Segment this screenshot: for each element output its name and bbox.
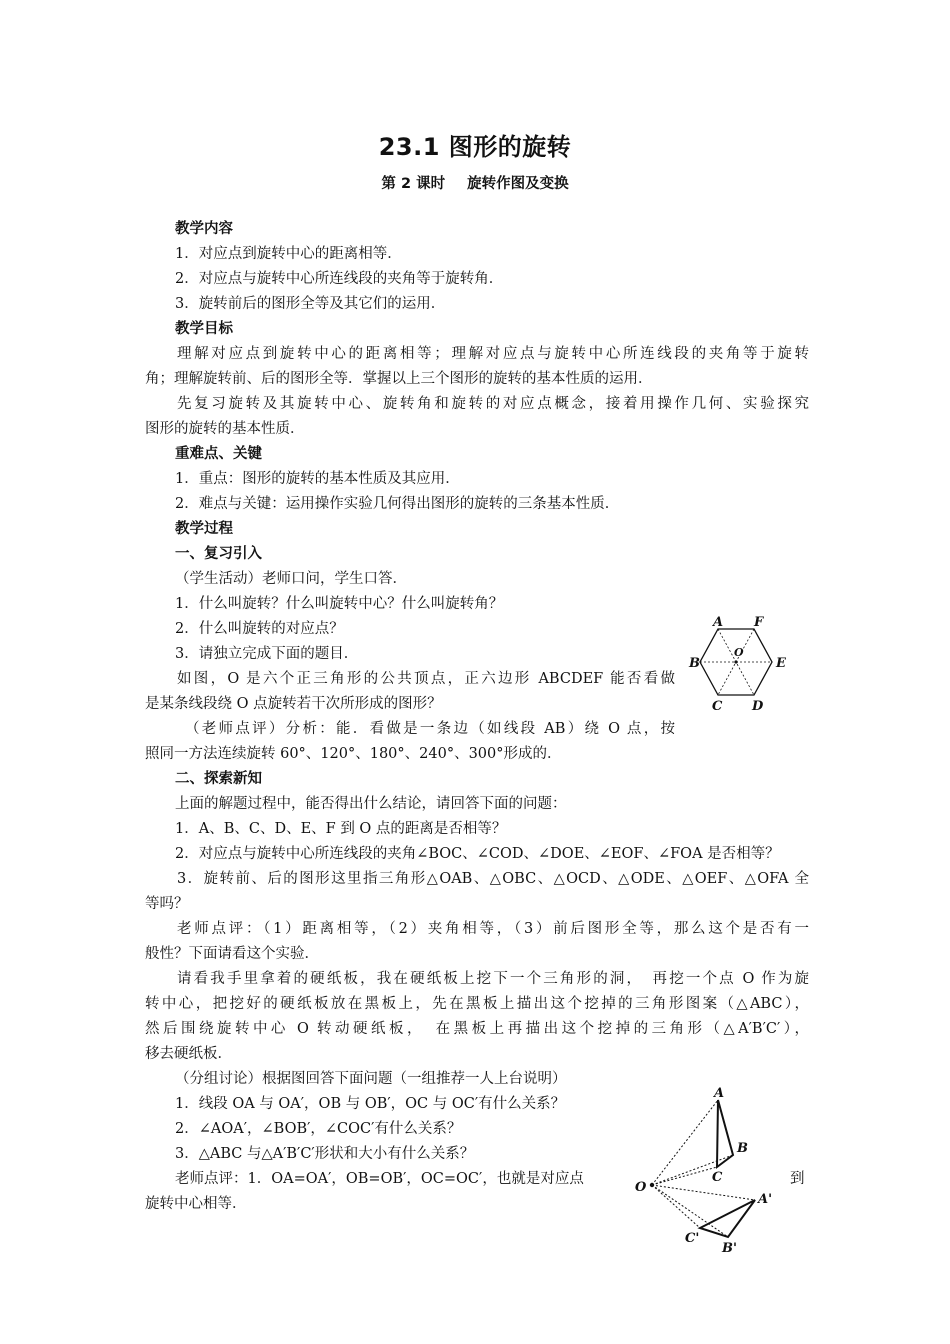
lesson-topic: 旋转作图及变换 [467,176,569,192]
explore-intro: 上面的解题过程中，能否得出什么结论，请回答下面的问题： [175,796,567,812]
explore-question: 2．对应点与旋转中心所连线段的夹角∠BOC、∠COD、∠DOE、∠EOF、∠FOA 是否相等？ [175,846,780,862]
review-item: 3．请独立完成下面的题目． [175,646,359,662]
group-question: 3．△ABC 与△A′B′C′形状和大小有什么关系？ [175,1146,475,1162]
final-comment-line: 旋转中心相等． [145,1196,247,1212]
review-item: 2．什么叫旋转的对应点？ [175,621,344,637]
goal-paragraph-line: 理解对应点到旋转中心的距离相等；理解对应点与旋转中心所连线段的夹角等于旋转 [177,346,809,362]
label-A: A [713,615,724,630]
final-comment-tail: 到 [790,1171,805,1187]
content-item: 2．对应点与旋转中心所连线段的夹角等于旋转角． [175,271,504,287]
final-comment-line: 老师点评：1．OA=OA′，OB=OB′，OC=OC′，也就是对应点 [175,1171,584,1187]
content-item: 1．对应点到旋转中心的距离相等． [175,246,402,262]
label-B: B [737,1141,748,1156]
triangle-A2B2C2 [700,1200,755,1237]
explore-comment-line: 老师点评：（1）距离相等，（2）夹角相等，（3）前后图形全等，那么这个是否有一 [177,921,809,937]
heading-process: 教学过程 [175,521,233,537]
heading-content: 教学内容 [175,221,233,237]
explore-comment-line: 般性？下面请看这个实验． [145,946,319,962]
review-question-line: 是某条线段绕 O 点旋转若干次所形成的图形？ [145,696,442,712]
goal-paragraph-line: 先复习旋转及其旋转中心、旋转角和旋转的对应点概念，接着用操作几何、实验探究 [177,396,809,412]
key-item: 1．重点：图形的旋转的基本性质及其应用． [175,471,460,487]
review-intro: （学生活动）老师口问，学生口答． [175,571,407,587]
hexagon-figure [686,615,796,719]
review-comment-line: 照同一方法连续旋转 60°、120°、180°、240°、300°形成的． [145,746,562,762]
explore-question: 1．A、B、C、D、E、F 到 O 点的距离是否相等？ [175,821,507,837]
goal-paragraph-line: 图形的旋转的基本性质． [145,421,305,437]
label-E: E [776,656,786,671]
label-A: A [714,1086,725,1101]
label-C: C [712,699,723,714]
goal-paragraph-line: 角；理解旋转前、后的图形全等．掌握以上三个图形的旋转的基本性质的运用． [145,371,653,387]
label-D: D [752,699,764,714]
review-comment-line: （老师点评）分析：能．看做是一条边（如线段 AB）绕 O 点，按 [185,721,675,737]
experiment-line: 请看我手里拿着的硬纸板，我在硬纸板上挖下一个三角形的洞， 再挖一个点 O 作为旋 [177,971,809,987]
label-O: O [635,1180,647,1195]
label-C: C [712,1170,723,1185]
group-question: 2．∠AOA′，∠BOB′，∠COC′有什么关系？ [175,1121,462,1137]
rotation-figure [630,1085,780,1264]
heading-review: 一、复习引入 [175,546,262,562]
explore-question-line: 等吗？ [145,896,189,912]
group-question: 1．线段 OA 与 OA′，OB 与 OB′，OC 与 OC′有什么关系？ [175,1096,566,1112]
label-B: B [689,656,700,671]
key-item: 2．难点与关键：运用操作实验几何得出图形的旋转的三条基本性质． [175,496,620,512]
heading-explore: 二、探索新知 [175,771,262,787]
heading-goal: 教学目标 [175,321,233,337]
label-O: O [734,646,744,659]
lesson-label: 第 2 课时 [381,176,446,192]
explore-question-line: 3．旋转前、后的图形这里指三角形△OAB、△OBC、△OCD、△ODE、△OEF、△OFA 全 [177,871,809,887]
label-C-prime: C' [685,1231,700,1246]
group-discussion: （分组讨论）根据图回答下面问题（一组推荐一人上台说明） [175,1071,567,1087]
experiment-line: 转中心，把挖好的硬纸板放在黑板上，先在黑板上描出这个挖掉的三角形图案（△ABC）， [145,996,809,1012]
heading-key-points: 重难点、关键 [175,446,262,462]
review-item: 1．什么叫旋转？什么叫旋转中心？什么叫旋转角？ [175,596,504,612]
content-item: 3．旋转前后的图形全等及其它们的运用． [175,296,446,312]
label-F: F [754,615,764,630]
triangle-ABC [717,1100,733,1167]
experiment-line: 移去硬纸板． [145,1046,232,1062]
label-A-prime: A' [758,1192,773,1207]
page-subtitle [0,172,950,193]
label-B-prime: B' [722,1241,737,1256]
review-question-line: 如图，O 是六个正三角形的公共顶点，正六边形 ABCDEF 能否看做 [177,671,675,687]
page-title: 23.1 图形的旋转 [378,133,572,161]
experiment-line: 然后围绕旋转中心 O 转动硬纸板， 在黑板上再描出这个挖掉的三角形（△A′B′C′）， [145,1021,809,1037]
